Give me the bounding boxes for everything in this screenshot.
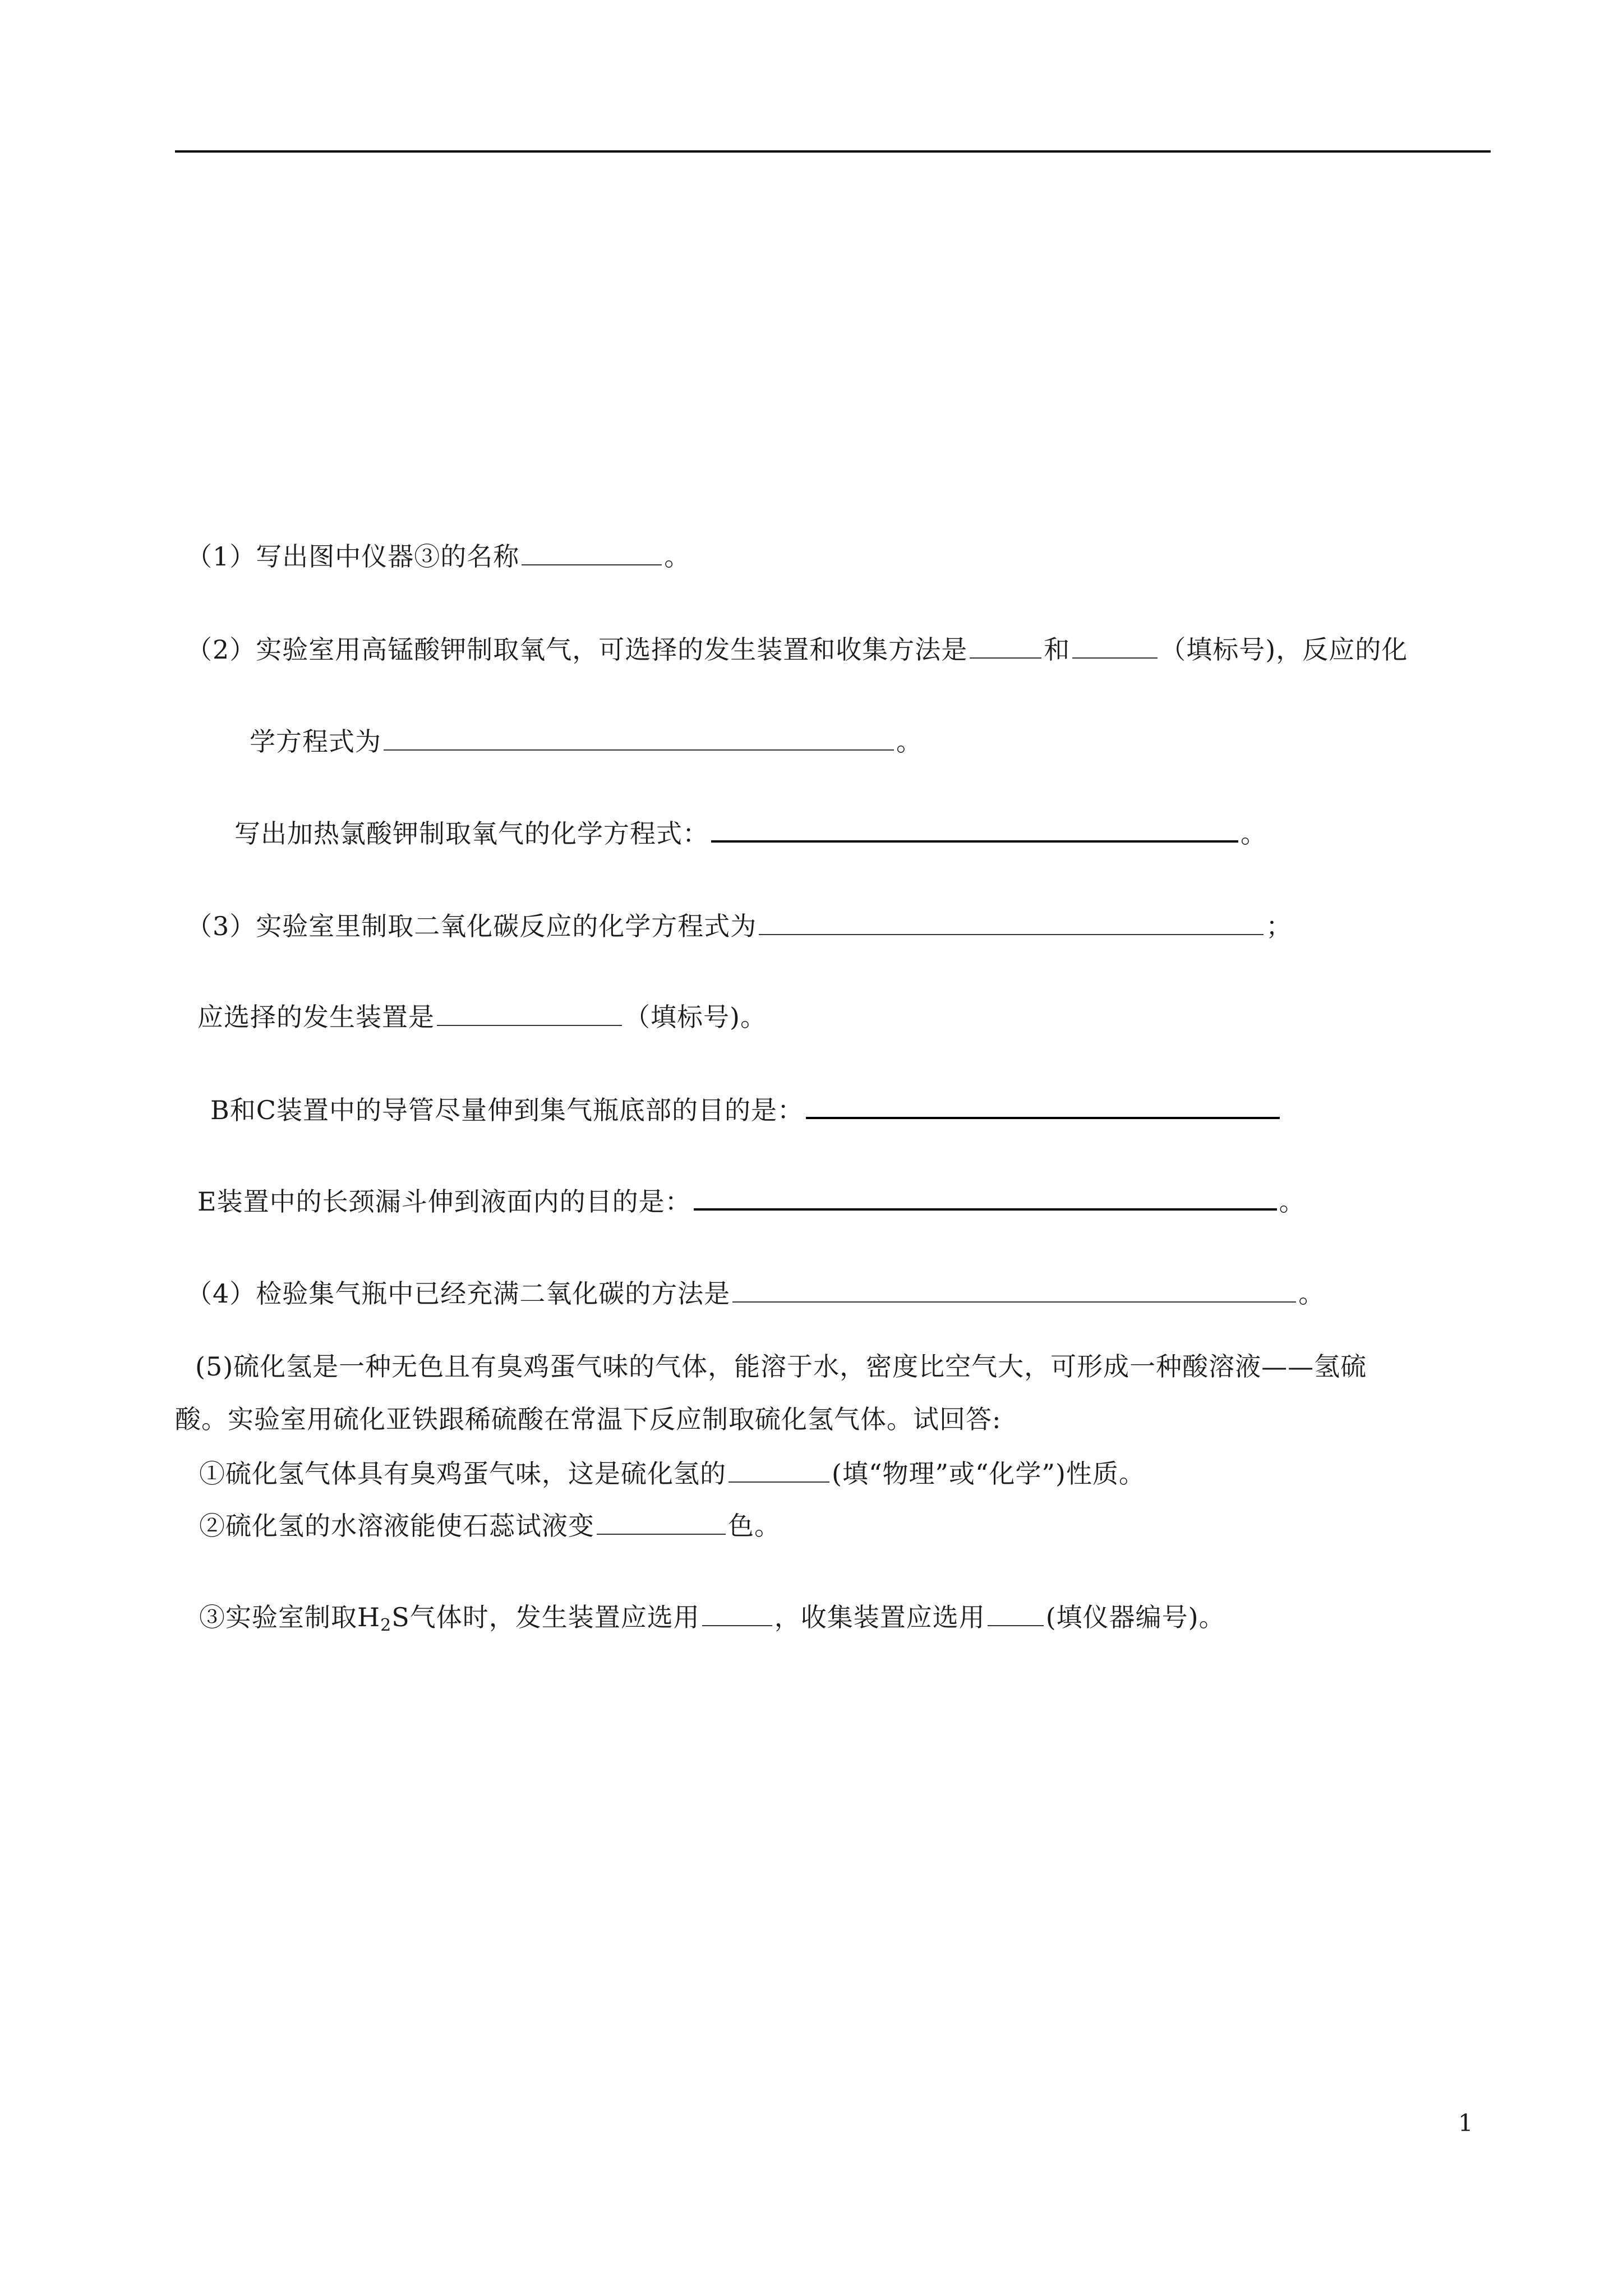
period: 。 xyxy=(1298,1278,1325,1309)
question-5-line-1 xyxy=(195,1350,1367,1383)
question-1-text: （1）写出图中仪器③的名称 xyxy=(186,541,520,572)
answer-blank[interactable] xyxy=(384,745,894,751)
semicolon: ； xyxy=(1266,911,1293,941)
question-3-line-3 xyxy=(210,1093,1282,1127)
question-3-purpose-bc: B和C装置中的导管尽量伸到集气瓶底部的目的是： xyxy=(210,1095,804,1125)
question-5-line-2 xyxy=(175,1402,1002,1436)
question-1-end: 。 xyxy=(664,541,691,572)
period: 。 xyxy=(1241,818,1267,849)
question-3-purpose-e: E装置中的长颈漏斗伸到液面内的目的是： xyxy=(197,1186,691,1217)
header-rule xyxy=(175,150,1491,153)
question-5-sub-2-end: 色。 xyxy=(728,1511,781,1541)
question-5-intro: (5)硫化氢是一种无色且有臭鸡蛋气味的气体，能溶于水，密度比空气大，可形成一种酸溶液——氢硫 xyxy=(195,1351,1367,1382)
question-4 xyxy=(186,1277,1325,1310)
answer-blank[interactable] xyxy=(702,1621,772,1626)
question-5-intro-cont: 酸。实验室用硫化亚铁跟稀硫酸在常温下反应制取硫化氢气体。试回答: xyxy=(175,1404,1002,1434)
question-2-line-2 xyxy=(250,725,923,758)
question-5-sub-1 xyxy=(199,1457,1145,1490)
answer-blank[interactable] xyxy=(1072,653,1158,659)
question-3-text: （3）实验室里制取二氧化碳反应的化学方程式为 xyxy=(186,911,757,941)
answer-blank[interactable] xyxy=(522,560,662,565)
question-2-text: （2）实验室用高锰酸钾制取氧气，可选择的发生装置和收集方法是 xyxy=(186,634,968,665)
question-2-line-3 xyxy=(234,817,1267,850)
answer-blank[interactable] xyxy=(988,1621,1044,1626)
answer-blank[interactable] xyxy=(597,1529,726,1535)
question-2-note: （填标号)，反应的化 xyxy=(1160,634,1408,665)
answer-blank[interactable] xyxy=(437,1020,622,1026)
period: 。 xyxy=(1279,1186,1306,1217)
question-5-sub-2 xyxy=(199,1509,781,1543)
answer-blank[interactable] xyxy=(694,1204,1277,1211)
page-number: 1 xyxy=(1458,2109,1473,2137)
question-3-line-1 xyxy=(186,909,1292,943)
question-5-sub-3-mid: S气体时，发生装置应选用 xyxy=(391,1602,700,1632)
question-2-kclo3-label: 写出加热氯酸钾制取氧气的化学方程式： xyxy=(234,818,709,849)
question-3-note: （填标号)。 xyxy=(624,1002,767,1032)
question-4-text: （4）检验集气瓶中已经充满二氧化碳的方法是 xyxy=(186,1278,731,1309)
subscript-2: 2 xyxy=(380,1616,392,1635)
question-3-line-2 xyxy=(197,1000,767,1034)
answer-blank[interactable] xyxy=(711,836,1238,843)
question-1 xyxy=(186,540,690,573)
question-2-and: 和 xyxy=(1044,634,1071,665)
period: 。 xyxy=(896,726,923,757)
question-5-sub-3-text: ③实验室制取H xyxy=(199,1602,381,1632)
question-5-sub-1-note: (填“物理”或“化学”)性质。 xyxy=(832,1458,1145,1489)
answer-blank[interactable] xyxy=(806,1112,1280,1119)
question-5-sub-3 xyxy=(199,1600,1225,1642)
question-3-device-label: 应选择的发生装置是 xyxy=(197,1002,435,1032)
answer-blank[interactable] xyxy=(759,930,1264,935)
question-3-line-4 xyxy=(197,1185,1306,1218)
question-2-equation-label: 学方程式为 xyxy=(250,726,381,757)
answer-blank[interactable] xyxy=(732,1297,1296,1303)
question-5-sub-2-text: ②硫化氢的水溶液能使石蕊试液变 xyxy=(199,1511,594,1541)
question-5-sub-1-text: ①硫化氢气体具有臭鸡蛋气味，这是硫化氢的 xyxy=(199,1458,726,1489)
question-5-sub-3-mid2: ，收集装置应选用 xyxy=(774,1602,985,1632)
question-5-sub-3-end: (填仪器编号)。 xyxy=(1045,1602,1225,1632)
question-2-line-1 xyxy=(186,633,1408,666)
answer-blank[interactable] xyxy=(728,1477,829,1483)
answer-blank[interactable] xyxy=(970,653,1041,659)
